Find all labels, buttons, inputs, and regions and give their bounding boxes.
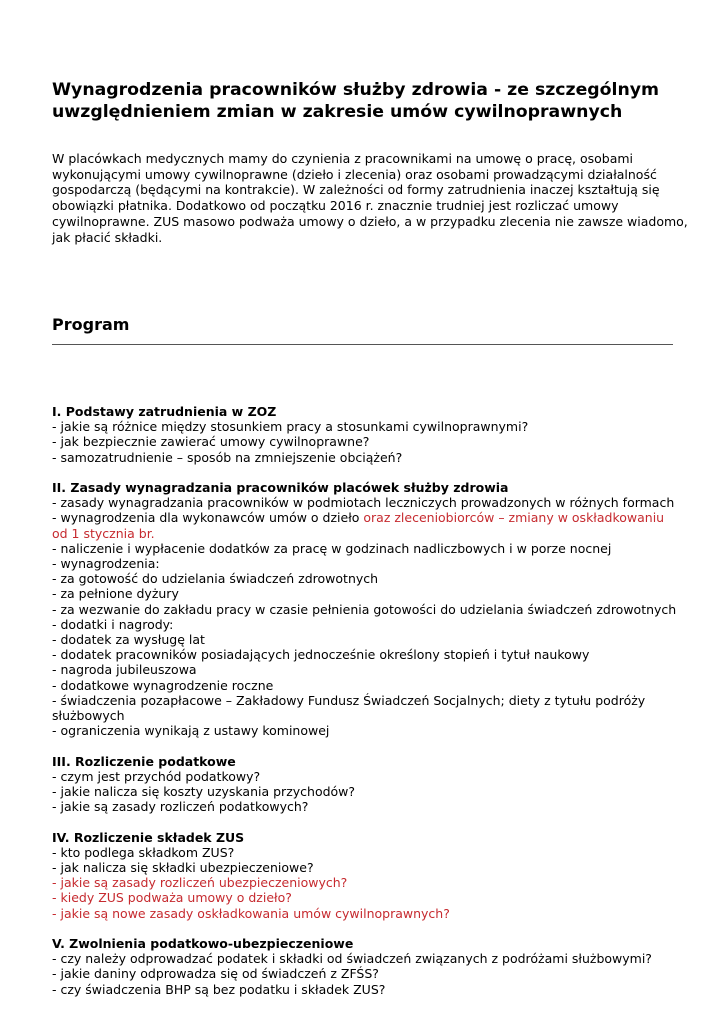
divider [52,344,673,345]
list-item [52,723,677,738]
intro-line: W placówkach medycznych mamy do czynienia z pracownikami na umowę o pracę, osobami [52,151,634,166]
program-section [52,830,677,921]
item-text: - czy świadczenia BHP są bez podatku i składek ZUS? [52,981,386,997]
item-text: - dodatki i nagrody: [52,616,174,632]
list-item [52,845,677,860]
list-item [52,784,677,799]
item-text: - czym jest przychód podatkowy? [52,768,261,784]
list-item [52,510,677,540]
list-item [52,890,677,905]
program-section [52,936,677,997]
section-heading: IV. Rozliczenie składek ZUS [52,829,245,845]
section-heading: I. Podstawy zatrudnienia w ZOZ [52,404,277,419]
item-text: - za gotowość do udzielania świadczeń zdrowotnych [52,571,379,587]
section-heading: III. Rozliczenie podatkowe [52,753,236,769]
item-highlight-text: - jakie są zasady rozliczeń ubezpieczeniowych? [52,875,348,891]
item-text: - nagroda jubileuszowa [52,662,197,678]
item-text: - świadczenia pozapłacowe – Zakładowy Fundusz Świadczeń Socjalnych; diety z tytułu podróży służbowych [52,692,646,724]
item-text: - ograniczenia wynikają z ustawy kominowej [52,723,330,739]
program-section [52,754,677,815]
item-text: - jakie daniny odprowadza się od świadczeń z ZFŚS? [52,966,379,982]
list-item [52,693,677,723]
list-item [52,951,677,966]
intro-line: wykonującymi umowy cywilnoprawne (dzieło i zlecenia) oraz osobami prowadzącymi działalność [52,166,657,182]
program-section [52,404,677,465]
list-item [52,860,677,875]
list-item [52,602,677,617]
list-item [52,450,677,465]
list-item [52,495,677,510]
list-item [52,647,677,662]
item-text: - naliczenie i wypłacenie dodatków za pracę w godzinach nadliczbowych i w porze nocnej [52,540,612,556]
list-item [52,632,677,647]
item-highlight-text: - jakie są nowe zasady oskładkowania umów cywilnoprawnych? [52,905,450,921]
list-item [52,556,677,571]
list-item [52,799,677,814]
program-section [52,480,677,738]
list-item [52,662,677,677]
item-text: - jakie są zasady rozliczeń podatkowych? [52,799,309,815]
intro-line: obowiązki płatnika. Dodatkowo od początku 2016 r. znacznie trudniej jest rozliczać umowy [52,198,619,214]
intro-line: jak płacić składki. [52,229,163,245]
item-text: - dodatkowe wynagrodzenie roczne [52,677,274,693]
list-item [52,586,677,601]
list-item [52,769,677,784]
list-item [52,571,677,586]
item-highlight-text: oraz zleceniobiorców – zmiany w oskładkowaniu od 1 stycznia br. [52,510,665,541]
list-item [52,966,677,981]
item-text: - dodatek pracowników posiadających jednocześnie określony stopień i tytuł naukowy [52,647,590,663]
item-text: - czy należy odprowadzać podatek i składki od świadczeń związanych z podróżami służbowymi? [52,951,652,967]
item-text: - jak bezpiecznie zawierać umowy cywilnoprawne? [52,434,370,450]
item-text: - wynagrodzenia: [52,556,160,572]
item-text: - za wezwanie do zakładu pracy w czasie pełnienia gotowości do udzielania świadczeń zdrowotnych [52,601,677,617]
list-item [52,982,677,997]
item-text: - jakie nalicza się koszty uzyskania przychodów? [52,784,356,800]
list-item [52,434,677,449]
list-item [52,617,677,632]
list-item [52,875,677,890]
section-heading: V. Zwolnienia podatkowo-ubezpieczeniowe [52,936,354,952]
item-highlight-text: - kiedy ZUS podważa umowy o dzieło? [52,890,292,906]
item-text: - jak nalicza się składki ubezpieczeniowe? [52,860,314,876]
list-item [52,419,677,434]
list-item [52,906,677,921]
intro-line: gospodarczą (będącymi na kontrakcie). W zależności od formy zatrudnienia inaczej kształtują się [52,182,660,198]
intro-line: cywilnoprawne. ZUS masowo podważa umowy o dzieło, a w przypadku zlecenia nie zawsze wiadomo, [52,213,688,229]
item-text: - samozatrudnienie – sposób na zmniejszenie obciążeń? [52,449,403,465]
list-item [52,541,677,556]
item-text: - wynagrodzenia dla wykonawców umów o dzieło [52,510,364,526]
item-text: - za pełnione dyżury [52,586,179,602]
item-text: - kto podlega składkom ZUS? [52,844,235,860]
intro-paragraph [52,151,688,245]
program-content [52,404,677,1012]
program-heading: Program [52,315,130,334]
item-text: - zasady wynagradzania pracowników w podmiotach leczniczych prowadzonych w różnych formach [52,495,675,511]
document-title: Wynagrodzenia pracowników służby zdrowia - ze szczególnym uwzględnieniem zmian w zakresie umów cywilnoprawnych [52,80,660,122]
section-heading: II. Zasady wynagradzania pracowników placówek służby zdrowia [52,480,509,495]
item-text: - jakie są różnice między stosunkiem pracy a stosunkami cywilnoprawnymi? [52,419,529,435]
item-text: - dodatek za wysługę lat [52,632,205,648]
list-item [52,678,677,693]
